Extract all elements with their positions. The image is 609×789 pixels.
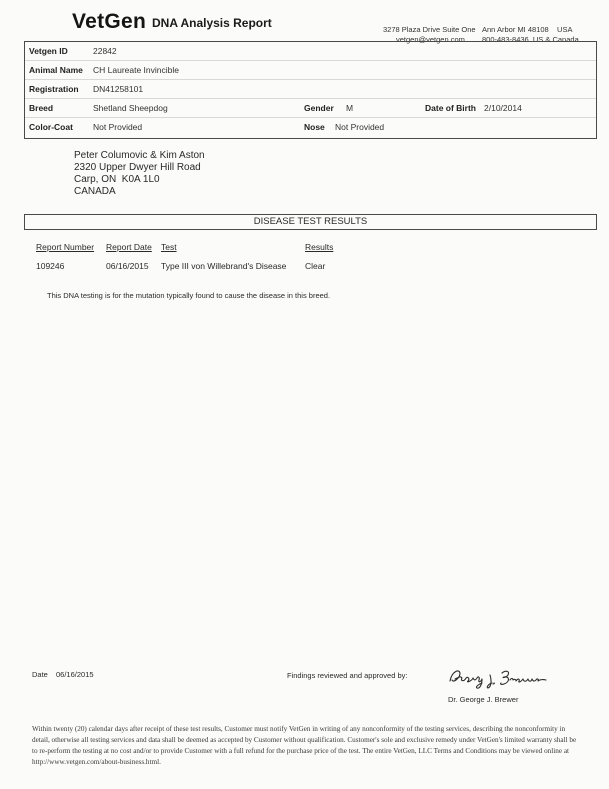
dob-value: 2/10/2014 (484, 103, 522, 113)
nose-value: Not Provided (335, 122, 385, 132)
row-animal-name (25, 61, 596, 80)
result-cell: Clear (305, 261, 326, 271)
animal-name-label: Animal Name (29, 65, 83, 75)
results-section-title: DISEASE TEST RESULTS (253, 216, 368, 227)
registration-label: Registration (29, 84, 79, 94)
animal-info-box (24, 41, 597, 139)
registration-value: DN41258101 (93, 84, 144, 94)
column-header-report-date: Report Date (106, 242, 152, 252)
gender-label: Gender (304, 103, 334, 113)
nose-label: Nose (304, 122, 325, 132)
company-email: vetgen@vetgen.com (396, 35, 465, 44)
signature-image (446, 665, 556, 691)
address-street: 3278 Plaza Drive Suite One (383, 25, 476, 34)
brand-logo: VetGen (72, 10, 147, 33)
footer-date: 06/16/2015 (56, 670, 94, 679)
breed-label: Breed (29, 103, 54, 113)
test-name-cell: Type III von Willebrand's Disease (161, 261, 287, 271)
vetgen-id-label: Vetgen ID (29, 46, 68, 56)
report-title: DNA Analysis Report (152, 16, 272, 30)
results-note: This DNA testing is for the mutation typically found to cause the disease in this breed. (47, 291, 331, 300)
address-city: Ann Arbor MI 48108 USA (482, 25, 573, 34)
row-color-coat (25, 118, 596, 136)
animal-name-value: CH Laureate Invincible (93, 65, 179, 75)
gender-value: M (346, 103, 354, 113)
color-coat-label: Color-Coat (29, 122, 73, 132)
owner-street: 2320 Upper Dwyer Hill Road (74, 162, 201, 173)
vetgen-id-value: 22842 (93, 46, 117, 56)
company-phone: 800-483-8436 US & Canada (482, 35, 579, 44)
report-number-cell: 109246 (36, 261, 65, 271)
column-header-report-number: Report Number (36, 242, 95, 252)
breed-value: Shetland Sheepdog (93, 103, 168, 113)
terms-paragraph: Within twenty (20) calendar days after receipt of these test results, Customer must notify VetGen in writing of any nonconformity of the testing services, describing the nonconformity in detail, otherwise all testing services and data shall be deemed as accepted by Customer without qualification. Customer's sole and exclusive remedy under VetGen's limited warranty shall be to re-perform the testing at no cost and/or to provide Customer with a full refund for the purchase price of the test. The entire VetGen, LLC Terms and Conditions may be viewed online at http://www.vetgen.com/about-business.html. (32, 725, 577, 766)
owner-address (74, 150, 205, 198)
row-vetgen-id (25, 42, 596, 61)
row-breed (25, 99, 596, 118)
review-label: Findings reviewed and approved by: (287, 671, 408, 680)
dob-label: Date of Birth (425, 103, 476, 113)
column-header-results: Results (305, 242, 334, 252)
row-registration (25, 80, 596, 99)
results-section-header (24, 214, 597, 230)
color-coat-value: Not Provided (93, 122, 143, 132)
owner-city: Carp, ON K0A 1L0 (74, 174, 160, 185)
owner-names: Peter Columovic & Kim Aston (74, 150, 205, 161)
owner-country: CANADA (74, 186, 116, 197)
signer-name: Dr. George J. Brewer (448, 695, 519, 704)
column-header-test: Test (161, 242, 177, 252)
footer-date-label: Date (32, 670, 48, 679)
report-date-cell: 06/16/2015 (106, 261, 149, 271)
